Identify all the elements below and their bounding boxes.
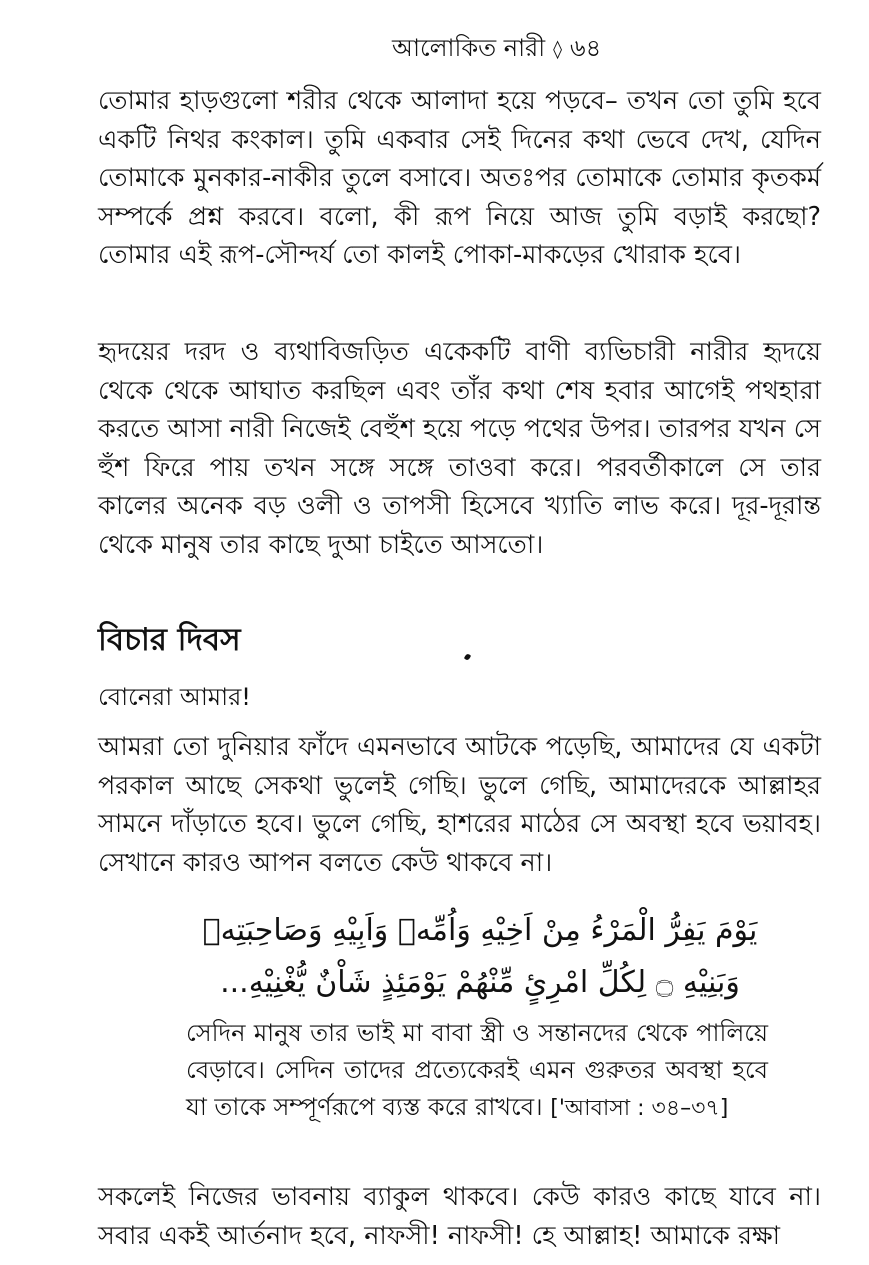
salutation: বোনেরা আমার! (98, 683, 251, 711)
paragraph-repentance: হৃদয়ের দরদ ও ব্যথাবিজড়িত একেকটি বাণী ব্যভিচারী নারীর হৃদয়ে থেকে থেকে আঘাত করছিল এবং তাঁর কথা শেষ হবার আগেই পথহারা করতে আসা নারী নিজেই বেহুঁশ হয়ে পড়ে পথের উপর। তারপর যখন সে হুঁশ ফিরে পায় তখন সঙ্গে সঙ্গে তাওবা করে। পরবর্তীকালে সে তার কালের অনেক বড় ওলী ও তাপসী হিসেবে খ্যাতি লাভ করে। দূর-দূরান্ত থেকে মানুষ তার কাছে দুআ চাইতে আসতো। (98, 337, 821, 560)
paragraph-judgment-day: আমরা তো দুনিয়ার ফাঁদে এমনভাবে আটকে পড়েছি, আমাদের যে একটা পরকাল আছে সেকথা ভুলেই গেছি। ভুলে গেছি, আমাদেরকে আল্লাহর সামনে দাঁড়াতে হবে। ভুলে গেছি, হাশরের মাঠের সে অবস্থা হবে ভয়াবহ। সেখানে কারও আপন বলতে কেউ থাকবে না। (98, 732, 821, 878)
book-title: আলোকিত নারী (392, 34, 546, 62)
running-header (392, 32, 601, 66)
header-separator-icon: ◊ (553, 39, 563, 60)
paragraph-skeleton: তোমার হাড়গুলো শরীর থেকে আলাদা হয়ে পড়বে– তখন তো তুমি হবে একটি নিথর কংকাল। তুমি একবার সেই দিনের কথা ভেবে দেখ, যেদিন তোমাকে মুনকার-নাকীর তুলে বসাবে। অতঃপর তোমাকে তোমার কৃতকর্ম সম্পর্কে প্রশ্ন করবে। বলো, কী রূপ নিয়ে আজ তুমি বড়াই করছো? তোমার এই রূপ-সৌন্দর্য তো কালই পোকা-মাকড়ের খোরাক হবে। (98, 86, 821, 270)
verse-reference: ['আবাসা : ৩৪–৩৭] (550, 1096, 729, 1121)
section-heading: বিচার দিবস (98, 622, 241, 658)
paragraph-nafsi: সকলেই নিজের ভাবনায় ব্যাকুল থাকবে। কেউ কারও কাছে যাবে না। সবার একই আর্তনাদ হবে, নাফসী! নাফসী! হে আল্লাহ! আমাকে রক্ষা (98, 1182, 821, 1251)
translation-text: সেদিন মানুষ তার ভাই মা বাবা স্ত্রী ও সন্তানদের থেকে পালিয়ে বেড়াবে। সেদিন তাদের প্রত্যেকেরই এমন গুরুতর অবস্থা হবে যা তাকে সম্পূর্ণরূপে ব্যস্ত করে রাখবে। (186, 1019, 768, 1121)
verse-translation (186, 1015, 768, 1127)
page-number: ৬৪ (570, 34, 602, 62)
arabic-verse-line-1: يَوْمَ يَفِرُّ الْمَرْءُ مِنْ اَخِيْهِ وَاُمِّهٖ وَاَبِيْهِ وَصَاحِبَتِهٖ (202, 913, 758, 948)
arabic-verse-line-2: وَبَنِيْهِ ۝ لِكُلِّ امْرِئٍ مِّنْهُمْ يَوْمَئِذٍ شَاْنٌ يُّغْنِيْهِ... (220, 965, 740, 1000)
ink-speck (464, 653, 471, 661)
